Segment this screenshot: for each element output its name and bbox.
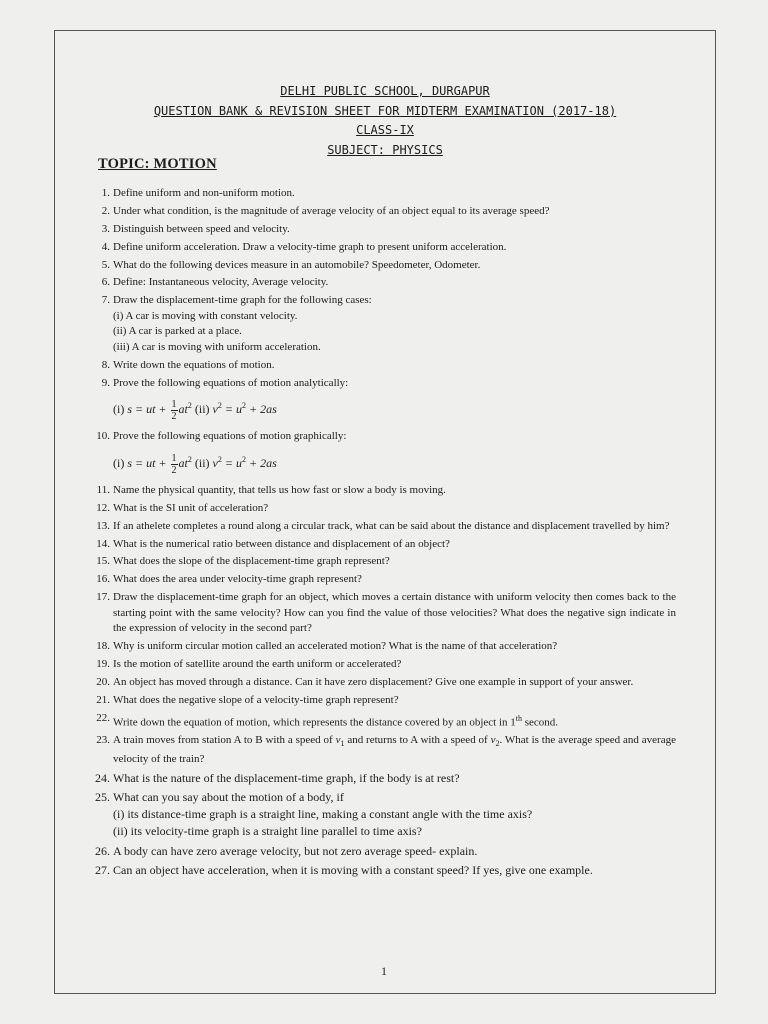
question-7-sub-iii: (iii) A car is moving with uniform acceleration. [113,340,321,353]
question-17: 17. Draw the displacement-time graph for an object, which moves a certain distance with uniform velocity then comes back to the starting point with the same velocity? How can you find the value of those velocities? What does the negative sign indicate in the expression of velocity in the second part? [96,591,676,635]
question-25-sub-i: (i) its distance-time graph is a straight line, making a constant angle with the time axis? [113,807,533,822]
equation-line-graphical: (i) s = ut + $\frac{1}{2}$ $at^2$ (ii) $v^2 = u^2 + 2as$ [113,452,277,476]
question-10-text: Prove the following equations of motion graphically: [113,430,347,443]
question-6: 6. Define: Instantaneous velocity, Average velocity. [101,276,329,289]
question-26: 26. A body can have zero average velocity, but not zero average speed- explain. [95,843,478,858]
question-10: 10. Prove the following equations of motion graphically: (i) s = ut + $\frac{1}{2}$ $at^2$ (ii) $v^2 = u^2 + 2as$ [86,429,676,480]
question-18: 18. Why is uniform circular motion called an accelerated motion? What is the name of that acceleration? [96,640,558,653]
question-16: 16. What does the area under velocity-time graph represent? [96,573,362,586]
question-12: 12. What is the SI unit of acceleration? [96,501,269,514]
class-label: CLASS-IX [356,123,414,137]
subject-label: SUBJECT: PHYSICS [327,142,443,157]
question-11: 11. Name the physical quantity, that tells us how fast or slow a body is moving. [96,483,446,496]
document-title: QUESTION BANK & REVISION SHEET FOR MIDTERM EXAMINATION (2017-18) [153,103,617,118]
question-23: 23. A train moves from station A to B with a speed of $v_1$ and returns to A with a speed of $v_2$. What is the average speed and average velocity of the train? [96,734,676,765]
school-name: DELHI PUBLIC SCHOOL, DURGAPUR [280,84,490,98]
question-24: 24. What is the nature of the displacement-time graph, if the body is at rest? [95,770,460,785]
question-8: 8. Write down the equations of motion. [101,358,275,371]
fraction-half: $\frac{1}{2}$ [171,398,177,422]
question-3: 3. Distinguish between speed and velocity. [101,222,290,235]
question-4: 4. Define uniform acceleration. Draw a velocity-time graph to present uniform acceleration. [101,240,507,253]
question-27: 27. Can an object have acceleration, when it is moving with a constant speed? If yes, give one example. [95,863,593,877]
topic-heading: TOPIC: MOTION [98,156,217,172]
document-header [54,82,716,160]
question-9-text: Prove the following equations of motion analytically: [113,376,349,389]
question-20: 20. An object has moved through a distance. Can it have zero displacement? Give one example in support of your answer. [96,675,634,688]
question-5: 5. What do the following devices measure in an automobile? Speedometer, Odometer. [101,258,481,271]
question-25-text: What can you say about the motion of a body, if [113,790,344,805]
question-14: 14. What is the numerical ratio between distance and displacement of an object? [96,537,450,550]
fraction-half: $\frac{1}{2}$ [171,452,177,476]
question-7-sub-ii: (ii) A car is parked at a place. [113,325,242,338]
equation-line-analytical: (i) s = ut + $\frac{1}{2}$ $at^2$ (ii) $v^2 = u^2 + 2as$ [113,398,277,422]
question-13: 13. If an athelete completes a round along a circular track, what can be said about the distance and displacement travelled by him? [96,519,670,532]
page-number: 1 [381,964,387,978]
question-22: 22. Write down the equation of motion, which represents the distance covered by an object in 1th second. [96,711,559,729]
question-21: 21. What does the negative slope of a velocity-time graph represent? [96,693,399,706]
question-7-text: Draw the displacement-time graph for the following cases: [113,294,372,307]
question-7-sub-i: (i) A car is moving with constant velocity. [113,309,298,322]
question-25: 25. What can you say about the motion of a body, if (i) its distance-time graph is a straight line, making a constant angle with the time axis? (ii) its velocity-time graph is a straight line parallel to time axis? [86,789,676,840]
question-2: 2. Under what condition, is the magnitude of average velocity of an object equal to its average speed? [101,204,550,217]
question-9: 9. Prove the following equations of motion analytically: (i) s = ut + $\frac{1}{2}$ $at^2$ (ii) $v^2 = u^2 + 2as$ [86,376,676,427]
question-19: 19. Is the motion of satellite around the earth uniform or accelerated? [96,658,402,671]
question-1: 1. Define uniform and non-uniform motion. [101,187,295,199]
question-list [86,186,676,881]
question-7: 7. Draw the displacement-time graph for the following cases: (i) A car is moving with constant velocity. (ii) A car is parked at a place. (iii) A car is moving with uniform acceleration. [86,293,676,355]
question-25-sub-ii: (ii) its velocity-time graph is a straight line parallel to time axis? [113,824,422,839]
question-15: 15. What does the slope of the displacement-time graph represent? [96,555,390,568]
